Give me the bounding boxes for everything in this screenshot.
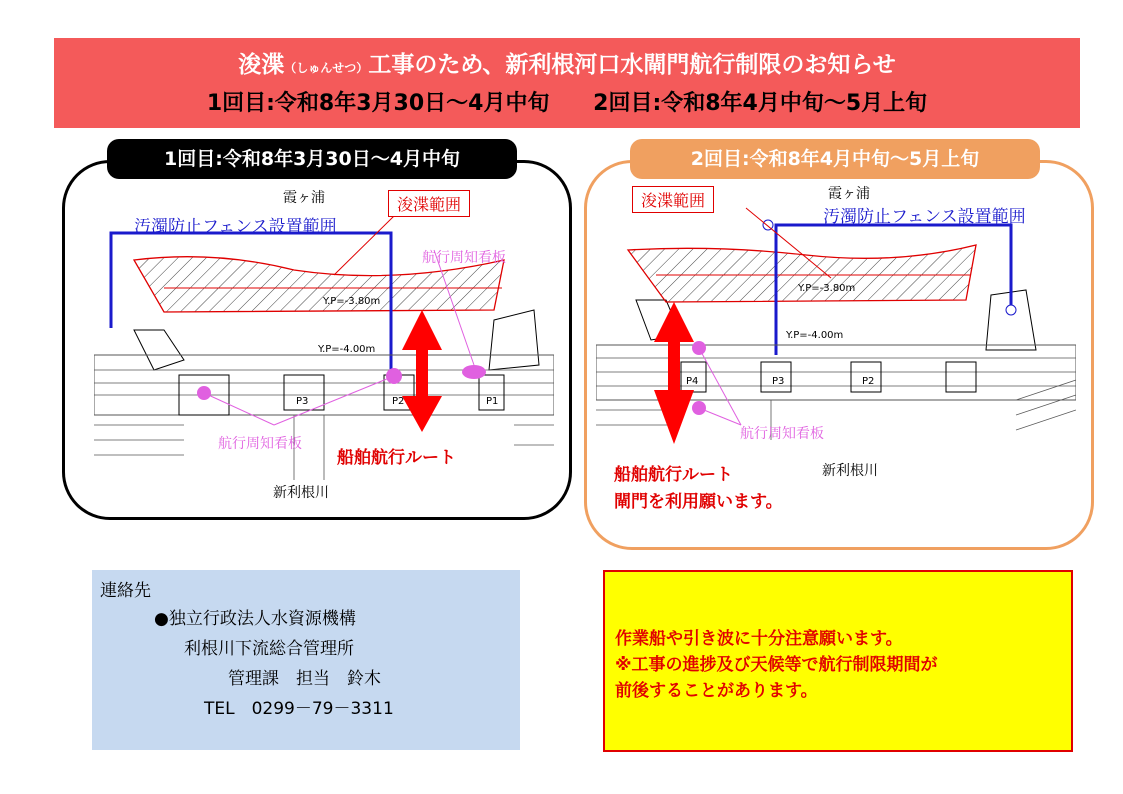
panel-1-pier-p1: P1 <box>486 396 499 407</box>
route-arrow-icon <box>402 310 442 432</box>
panel-2-lake-label: 霞ヶ浦 <box>828 186 870 202</box>
caution-line-2: ※工事の進捗及び天候等で航行制限期間が <box>615 655 938 675</box>
panel-2-tab: 2回目:令和8年4月中旬～5月上旬 <box>630 139 1040 179</box>
panel-2-sign-label: 航行周知看板 <box>740 426 824 442</box>
banner-title: 浚渫（しゅんせつ）工事のため、新利根河口水閘門航行制限のお知らせ <box>238 52 896 78</box>
panel-2-route-label: 船舶航行ルート <box>614 465 733 485</box>
banner-period-1: 1回目:令和8年3月30日～4月中旬 <box>206 91 550 116</box>
panel-2-fence-label: 汚濁防止フェンス設置範囲 <box>823 207 1026 227</box>
title-reading: （しゅんせつ） <box>284 61 369 75</box>
panel-1-depth-lower: Y.P=-4.00m <box>318 344 376 355</box>
panel-1-dredge-label: 浚渫範囲 <box>388 190 470 217</box>
contact-tel: TEL 0299－79－3311 <box>204 699 394 719</box>
panel-1-depth-upper: Y.P=-3.80m <box>323 296 381 307</box>
caution-box <box>603 570 1073 752</box>
contact-heading: 連絡先 <box>100 581 151 601</box>
panel-1-pier-p2: P2 <box>392 396 405 407</box>
panel-1-sign-label-top: 航行周知看板 <box>422 250 506 266</box>
panel-2-route-note: 閘門を利用願います。 <box>614 492 783 512</box>
contact-office: 利根川下流総合管理所 <box>184 639 354 659</box>
panel-1-tab: 1回目:令和8年3月30日～4月中旬 <box>107 139 517 179</box>
sign-marker-icon <box>462 365 486 379</box>
contact-person: 管理課 担当 鈴木 <box>228 669 381 689</box>
panel-2-depth-lower: Y.P=-4.00m <box>786 330 844 341</box>
caution-line-3: 前後することがあります。 <box>615 681 818 701</box>
contact-box <box>92 570 520 750</box>
panel-2-dredge-label: 浚渫範囲 <box>632 186 714 213</box>
panel-1-pier-p3: P3 <box>296 396 309 407</box>
contact-organization: ●独立行政法人水資源機構 <box>154 609 356 629</box>
notice-banner <box>54 38 1080 128</box>
panel-1-sign-label-bottom: 航行周知看板 <box>218 436 302 452</box>
panel-1-fence-label: 汚濁防止フェンス設置範囲 <box>134 217 337 237</box>
panel-2-pier-p2: P2 <box>862 376 875 387</box>
caution-line-1: 作業船や引き波に十分注意願います。 <box>615 629 903 649</box>
banner-period-2: 2回目:令和8年4月中旬～5月上旬 <box>593 91 928 116</box>
panel-2-pier-p3: P3 <box>772 376 785 387</box>
panel-1-lake-label: 霞ヶ浦 <box>283 190 325 206</box>
panel-1-river-label: 新利根川 <box>273 485 329 501</box>
panel-2-river-label: 新利根川 <box>822 463 878 479</box>
panel-2-depth-upper: Y.P=-3.80m <box>798 283 856 294</box>
panel-2-pier-p4: P4 <box>686 376 699 387</box>
panel-1-route-label: 船舶航行ルート <box>337 448 456 468</box>
banner-periods <box>54 86 1080 117</box>
